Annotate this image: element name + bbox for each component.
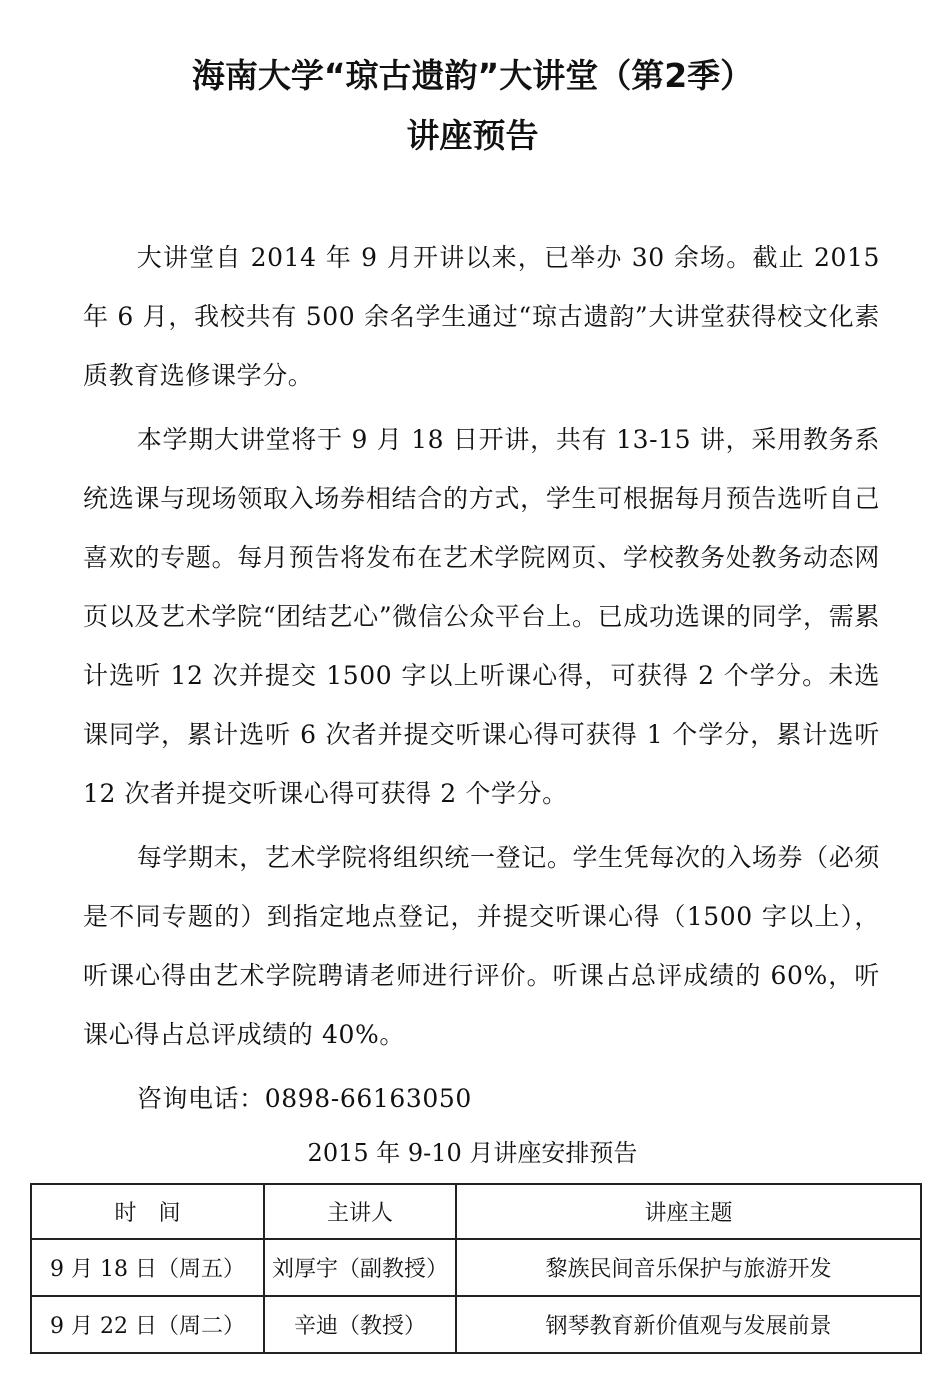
table-row: [31, 1239, 921, 1296]
paragraph-assessment: 每学期末，艺术学院将组织统一登记。学生凭每次的入场券（必须是不同专题的）到指定地点登记，并提交听课心得（1500 字以上），听课心得由艺术学院聘请老师进行评价。听课占总评成绩的 60%，听课心得占总评成绩的 40%。: [83, 843, 880, 1049]
document-body: [83, 228, 880, 1133]
cell-time: 9 月 18 日（周五）: [31, 1239, 264, 1296]
document-title: 海南大学“琼古遗韵”大讲堂（第2季）: [191, 56, 754, 95]
table-header-row: [31, 1184, 921, 1239]
schedule-caption: 2015 年 9-10 月讲座安排预告: [307, 1139, 638, 1167]
header-topic: 讲座主题: [456, 1184, 921, 1239]
cell-topic: 钢琴教育新价值观与发展前景: [456, 1296, 921, 1353]
cell-topic: 黎族民间音乐保护与旅游开发: [456, 1239, 921, 1296]
table-row: [31, 1296, 921, 1353]
contact-phone: 咨询电话：0898-66163050: [136, 1084, 472, 1113]
paragraph-semester: 本学期大讲堂将于 9 月 18 日开讲，共有 13-15 讲，采用教务系统选课与现场领取入场券相结合的方式，学生可根据每月预告选听自己喜欢的专题。每月预告将发布在艺术学院网页、学校教务处教务动态网页以及艺术学院“团结艺心”微信公众平台上。已成功选课的同学，需累计选听 12 次并提交 1500 字以上听课心得，可获得 2 个学分。未选课同学，累计选听 6 次者并提交听课心得可获得 1 个学分，累计选听 12 次者并提交听课心得可获得 2 个学分。: [83, 425, 880, 808]
header-speaker: 主讲人: [264, 1184, 456, 1239]
cell-speaker: 刘厚宇（副教授）: [264, 1239, 456, 1296]
header-time: 时 间: [31, 1184, 264, 1239]
schedule-table: [30, 1183, 922, 1354]
cell-time: 9 月 22 日（周二）: [31, 1296, 264, 1353]
paragraph-intro: 大讲堂自 2014 年 9 月开讲以来，已举办 30 余场。截止 2015 年 6 月，我校共有 500 余名学生通过“琼古遗韵”大讲堂获得校文化素质教育选修课学分。: [83, 243, 880, 390]
cell-speaker: 辛迪（教授）: [264, 1296, 456, 1353]
document-subtitle: 讲座预告: [406, 116, 539, 155]
